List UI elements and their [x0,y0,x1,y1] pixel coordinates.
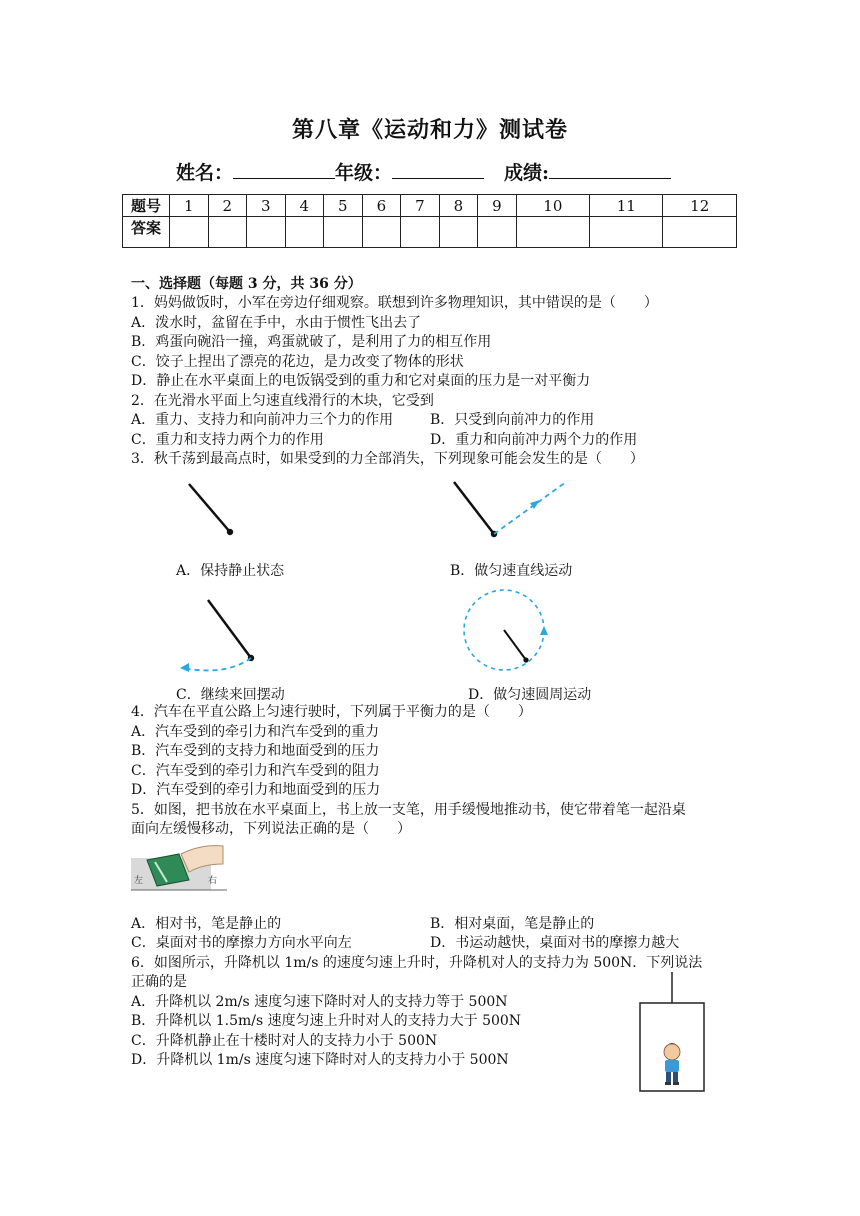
answer-cell[interactable] [324,217,363,248]
answer-cell[interactable] [478,217,517,248]
name-blank[interactable] [233,160,335,179]
q1-stem: 1．妈妈做饭时，小军在旁边仔细观察。联想到许多物理知识，其中错误的是（ ） [131,295,658,311]
q3-option-a[interactable]: A．保持静止状态 [176,563,285,579]
q5-option-d[interactable]: D．书运动越快，桌面对书的摩擦力越大 [430,935,680,951]
question-number-cell: 7 [401,195,440,217]
q2-option-a[interactable]: A．重力、支持力和向前冲力三个力的作用 [131,412,394,428]
answer-cell[interactable] [663,217,737,248]
grade-label: 年级： [335,162,393,184]
name-label: 姓名： [176,162,234,184]
question-number-cell: 6 [362,195,401,217]
answer-cell[interactable] [439,217,478,248]
q3-option-c[interactable]: C．继续来回摆动 [176,687,285,703]
score-blank[interactable] [549,160,671,179]
q3-option-b[interactable]: B．做匀速直线运动 [450,563,573,579]
q2-stem: 2．在光滑水平面上匀速直线滑行的木块，它受到 [131,393,434,409]
answer-cell[interactable] [208,217,247,248]
swing-figure-a [180,478,250,540]
section-heading: 一、选择题（每题 3 分，共 36 分） [131,276,362,292]
figure-right-label: 右 [208,876,218,886]
answer-table-answer-row [123,217,737,248]
question-number-cell: 3 [247,195,286,217]
answer-table-number-row [123,195,737,217]
q5-stem-line1: 5．如图，把书放在水平桌面上，书上放一支笔，用手缓慢地推动书，使它带着笔一起沿桌 [131,802,686,818]
q3-stem: 3．秋千荡到最高点时，如果受到的力全部消失，下列现象可能会发生的是（ ） [131,451,644,467]
q6-option-d[interactable]: D．升降机以 1m/s 速度匀速下降时对人的支持力小于 500N [131,1052,509,1068]
row-header-answer: 答案 [123,217,170,248]
q6-stem-line2: 正确的是 [131,974,187,990]
swing-figure-c [176,596,260,676]
student-info-line [176,158,671,185]
q6-option-a[interactable]: A．升降机以 2m/s 速度匀速下降时对人的支持力等于 500N [131,994,508,1010]
q4-option-a[interactable]: A．汽车受到的牵引力和汽车受到的重力 [131,724,380,740]
question-number-cell: 2 [208,195,247,217]
q4-option-b[interactable]: B．汽车受到的支持力和地面受到的压力 [131,743,380,759]
q2-option-b[interactable]: B．只受到向前冲力的作用 [430,412,595,428]
question-number-cell: 1 [170,195,209,217]
question-number-cell: 5 [324,195,363,217]
q4-option-d[interactable]: D．汽车受到的牵引力和地面受到的压力 [131,782,381,798]
elevator-figure [636,972,708,1094]
q5-option-b[interactable]: B．相对桌面，笔是静止的 [430,916,595,932]
q1-option-b[interactable]: B．鸡蛋向碗沿一撞，鸡蛋就破了，是利用了力的相互作用 [131,334,492,350]
q5-option-a[interactable]: A．相对书，笔是静止的 [131,916,282,932]
answer-table [122,194,737,248]
grade-blank[interactable] [392,160,484,179]
answer-cell[interactable] [285,217,324,248]
swing-figure-d [458,586,550,678]
q6-option-c[interactable]: C．升降机静止在十楼时对人的支持力小于 500N [131,1033,438,1049]
page-title: 第八章《运动和力》测试卷 [291,117,568,143]
score-label: 成绩: [504,162,550,184]
q1-option-d[interactable]: D．静止在水平桌面上的电饭锅受到的重力和它对桌面的压力是一对平衡力 [131,373,591,389]
swing-figure-b [448,476,572,542]
answer-cell[interactable] [170,217,209,248]
row-header-number: 题号 [123,195,170,217]
q1-option-c[interactable]: C．饺子上捏出了漂亮的花边，是力改变了物体的形状 [131,354,464,370]
answer-cell[interactable] [401,217,440,248]
q2-option-c[interactable]: C．重力和支持力两个力的作用 [131,432,324,448]
q2-option-d[interactable]: D．重力和向前冲力两个力的作用 [430,432,638,448]
answer-cell[interactable] [362,217,401,248]
q4-option-c[interactable]: C．汽车受到的牵引力和汽车受到的阻力 [131,763,380,779]
q5-option-c[interactable]: C．桌面对书的摩擦力方向水平向左 [131,935,352,951]
figure-left-label: 左 [134,876,144,886]
q4-stem: 4．汽车在平直公路上匀速行驶时，下列属于平衡力的是（ ） [131,704,532,720]
answer-cell[interactable] [516,217,589,248]
question-number-cell: 8 [439,195,478,217]
q6-stem-line1: 6．如图所示，升降机以 1m/s 的速度匀速上升时，升降机对人的支持力为 500N．下列说法 [131,955,703,971]
question-number-cell: 9 [478,195,517,217]
answer-cell[interactable] [590,217,663,248]
q5-stem-line2: 面向左缓慢移动，下列说法正确的是（ ） [131,821,411,837]
question-number-cell: 10 [516,195,589,217]
question-number-cell: 4 [285,195,324,217]
answer-cell[interactable] [247,217,286,248]
q1-option-a[interactable]: A．泼水时，盆留在手中，水由于惯性飞出去了 [131,315,422,331]
question-number-cell: 12 [663,195,737,217]
q3-option-d[interactable]: D．做匀速圆周运动 [468,687,592,703]
question-number-cell: 11 [590,195,663,217]
q6-option-b[interactable]: B．升降机以 1.5m/s 速度匀速上升时对人的支持力大于 500N [131,1013,522,1029]
